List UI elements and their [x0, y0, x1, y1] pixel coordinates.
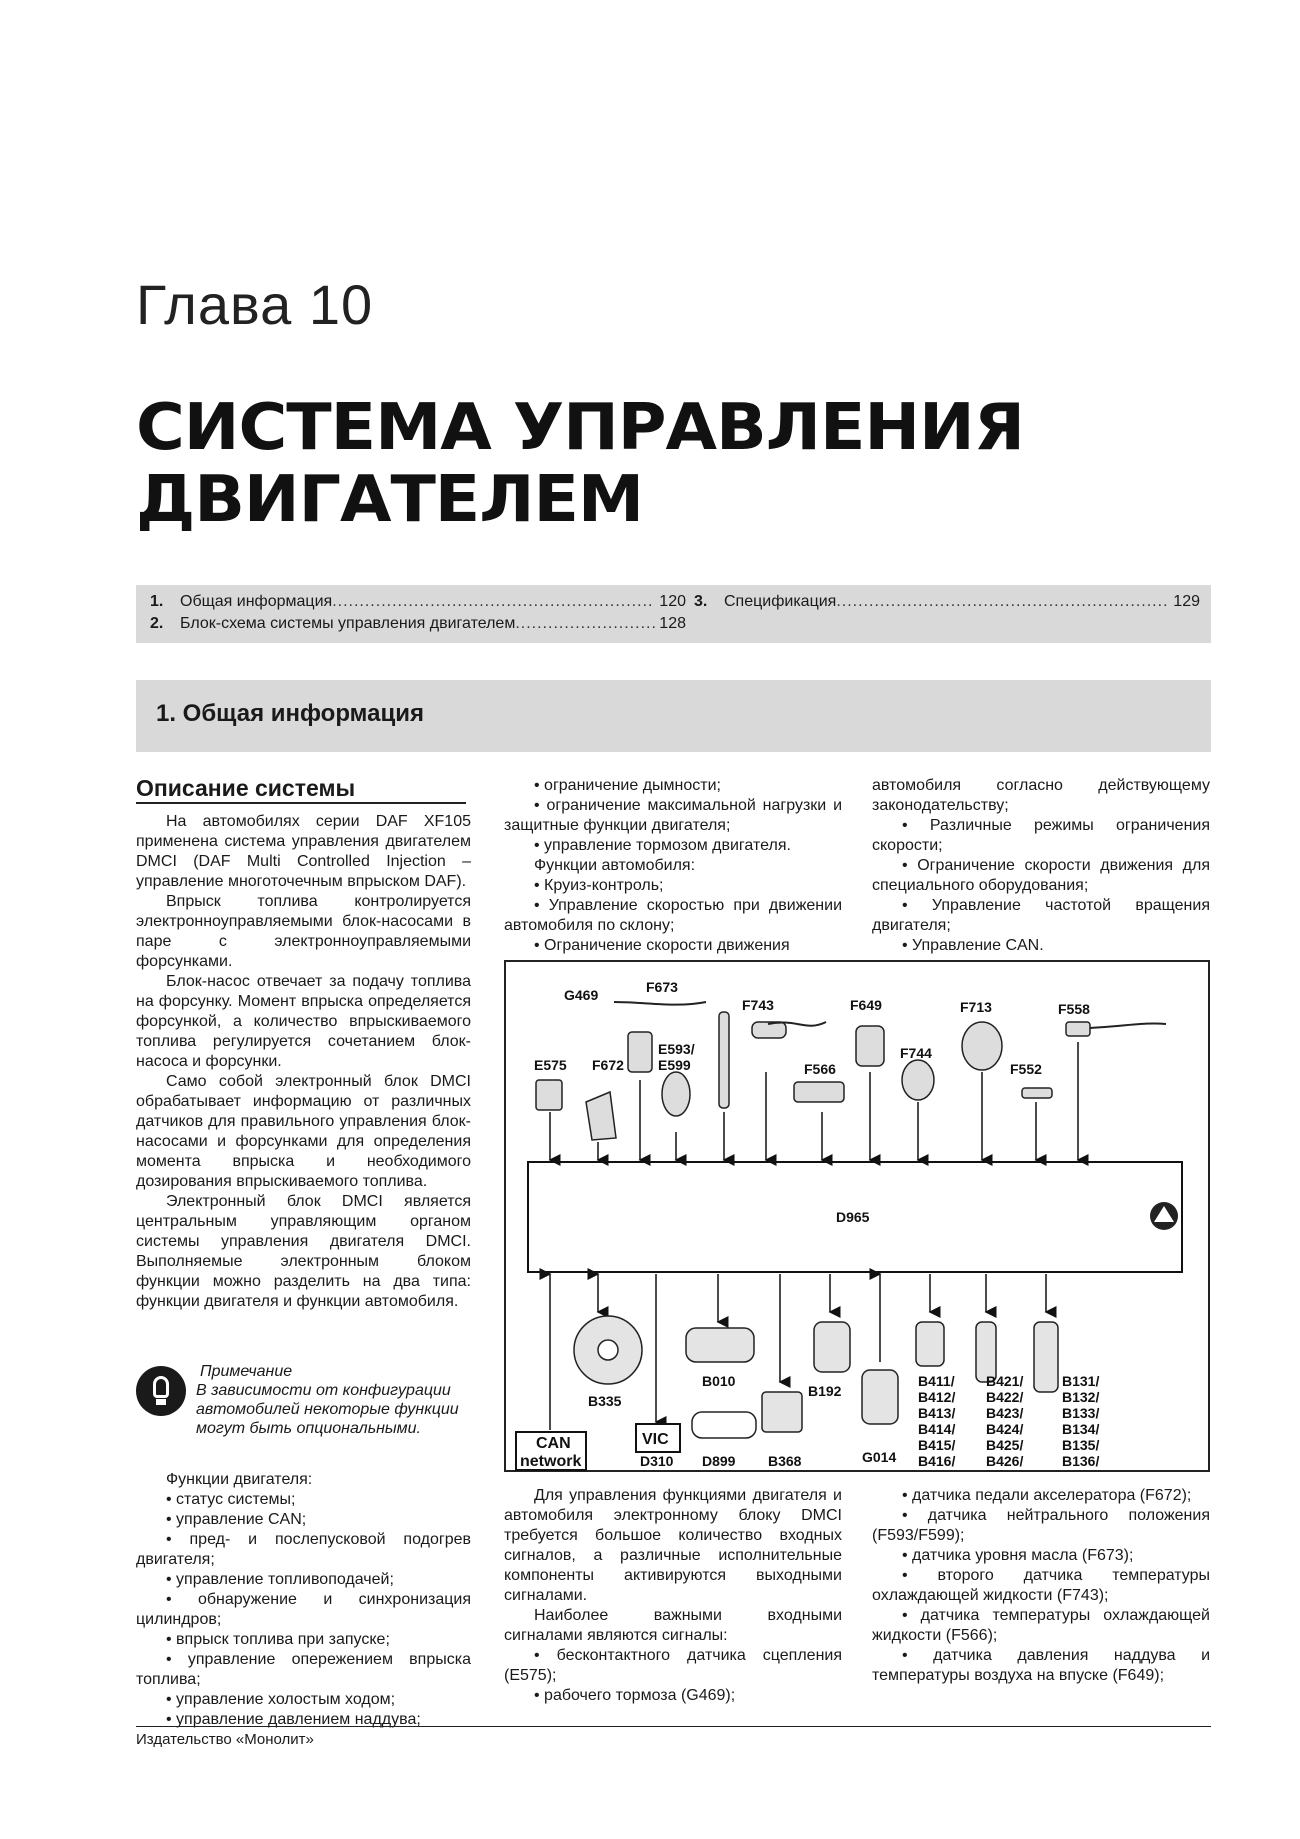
label-b010: B010	[702, 1373, 736, 1389]
chapter-label: Глава 10	[136, 273, 374, 336]
sensor-cable	[614, 1002, 706, 1005]
list-item: • датчика нейтрального положения (F593/F599);	[872, 1506, 1210, 1546]
label-b368: B368	[768, 1453, 802, 1469]
column-3-bottom	[872, 1486, 1210, 1686]
brake-switch-icon	[628, 1032, 652, 1072]
section-title: 1. Общая информация	[156, 700, 424, 727]
label-b132: B132/	[1062, 1389, 1100, 1405]
valve-b192-icon	[814, 1322, 850, 1372]
sensor-f558-icon	[1066, 1022, 1090, 1036]
label-d310: D310	[640, 1453, 674, 1469]
label-b192: B192	[808, 1383, 842, 1399]
label-f673: F673	[646, 979, 678, 995]
note-text: В зависимости от конфигурации автомобилей некоторые функции могут быть опциональными.	[196, 1382, 459, 1437]
oil-level-sensor-icon	[719, 1012, 729, 1108]
sensor-f552-icon	[1022, 1088, 1052, 1098]
list-title: Функции автомобиля:	[534, 857, 696, 874]
engine-functions	[136, 1470, 471, 1730]
list-item: • пред- и послепусковой подогрев двигателя;	[136, 1530, 471, 1570]
label-f713: F713	[960, 999, 992, 1015]
list-item: • датчика температуры охлаждающей жидкости (F566);	[872, 1606, 1210, 1646]
network-label: network	[520, 1453, 582, 1470]
label-b425: B425/	[986, 1437, 1024, 1453]
note	[196, 1362, 471, 1438]
list-item: • управление давлением наддува;	[136, 1710, 471, 1730]
label-f744: F744	[900, 1045, 932, 1061]
paragraph: Впрыск топлива контролируется электронноуправляемыми блок-насосами в паре с электронноуправляемыми форсунками.	[136, 893, 471, 970]
label-b424: B424/	[986, 1421, 1024, 1437]
daf-logo-icon	[1150, 1202, 1178, 1230]
label-f566: F566	[804, 1061, 836, 1077]
label-b423: B423/	[986, 1405, 1024, 1421]
paragraph: автомобиля согласно действующему законодательству;	[872, 777, 1210, 814]
label-b134: B134/	[1062, 1421, 1100, 1437]
toc-leader	[515, 615, 655, 633]
heading-rule	[136, 802, 466, 804]
paragraph: Блок-насос отвечает за подачу топлива на форсунку. Момент впрыска определяется форсункой, а количество впрыскиваемого топлива регулируется сочетанием блок-насоса и форсунки.	[136, 973, 471, 1070]
section-header	[136, 680, 1211, 752]
paragraph: Электронный блок DMCI является центральным управляющим органом системы управления двигателя DMCI. Выполняемые электронным блоком функции можно разделить на два типа: функции двигателя и функции автомобиля.	[136, 1193, 471, 1310]
label-f672: F672	[592, 1057, 624, 1073]
injector-b13x-icon	[1034, 1322, 1058, 1392]
toc-label: Общая информация	[180, 593, 333, 610]
label-b412: B412/	[918, 1389, 956, 1405]
label-b414: B414/	[918, 1421, 956, 1437]
paragraph: Само собой электронный блок DMCI обрабатывает информацию от различных датчиков для правильного управления блок-насосами и форсунками для определения момента впрыска и необходимого дозирования впрыскиваемого топлива.	[136, 1073, 471, 1190]
list-item: • управление CAN;	[136, 1510, 471, 1530]
label-b136: B136/	[1062, 1453, 1100, 1469]
list-item: • управление топливоподачей;	[136, 1570, 471, 1590]
diagram-svg	[506, 962, 1212, 1474]
toc-page: 128	[659, 615, 686, 632]
subsection-heading: Описание системы	[136, 775, 356, 801]
toc-page: 120	[659, 593, 686, 610]
list-item: • второго датчика температуры охлаждающей жидкости (F743);	[872, 1566, 1210, 1606]
boost-pressure-sensor-icon	[856, 1026, 884, 1066]
toc-number: 1.	[150, 593, 164, 610]
toc-number: 3.	[694, 593, 708, 610]
paragraph: Наиболее важными входными сигналами являются сигналы:	[504, 1607, 842, 1644]
label-b135: B135/	[1062, 1437, 1100, 1453]
toc-item[interactable]	[150, 615, 686, 633]
toc-number: 2.	[150, 615, 164, 632]
toc-leader	[332, 593, 655, 611]
starter-motor-icon	[686, 1328, 754, 1362]
clutch-sensor-icon	[536, 1080, 562, 1110]
paragraph: Для управления функциями двигателя и автомобиля электронному блоку DMCI требуется большое количество входных сигналов, а различные исполнительные компоненты активируются выходными сигналами.	[504, 1487, 842, 1604]
list-item: • Различные режимы ограничения скорости;	[872, 816, 1210, 856]
list-item: • Ограничение скорости движения	[504, 936, 842, 956]
list-item: • ограничение максимальной нагрузки и защитные функции двигателя;	[504, 796, 842, 836]
paragraph: На автомобилях серии DAF XF105 применена система управления двигателем DMCI (DAF Multi Controlled Injection – управление многоточечным впрыском DAF).	[136, 813, 471, 890]
label-b422: B422/	[986, 1389, 1024, 1405]
label-g014: G014	[862, 1449, 897, 1465]
toc-label: Блок-схема системы управления двигателем	[180, 615, 516, 632]
column-2-bottom	[504, 1486, 842, 1706]
list-item: • Ограничение скорости движения для специального оборудования;	[872, 856, 1210, 896]
list-item: • датчика давления наддува и температуры воздуха на впуске (F649);	[872, 1646, 1210, 1686]
label-b133: B133/	[1062, 1405, 1100, 1421]
sensor-g014-icon	[862, 1370, 898, 1424]
label-b415: B415/	[918, 1437, 956, 1453]
engine-control-diagram	[504, 960, 1210, 1472]
list-item: • обнаружение и синхронизация цилиндров;	[136, 1590, 471, 1630]
toc-leader	[836, 593, 1169, 611]
vic-label: VIC	[642, 1431, 669, 1448]
label-f743: F743	[742, 997, 774, 1013]
column-1	[136, 775, 471, 1312]
column-3-top	[872, 776, 1210, 956]
can-label: CAN	[536, 1435, 571, 1452]
lightbulb-icon	[136, 1366, 186, 1416]
note-title: Примечание	[200, 1363, 293, 1380]
list-item: • Управление CAN.	[872, 936, 1210, 956]
label-e593: E593/	[658, 1041, 695, 1057]
label-b426: B426/	[986, 1453, 1024, 1469]
fan-hub-icon	[598, 1340, 618, 1360]
list-item: • датчика уровня масла (F673);	[872, 1546, 1210, 1566]
unit-pump-icon	[916, 1322, 944, 1366]
toc-item[interactable]	[150, 593, 686, 611]
toc-item[interactable]	[694, 593, 1200, 611]
valve-b368-icon	[762, 1392, 802, 1432]
list-item: • Управление частотой вращения двигателя;	[872, 896, 1210, 936]
label-b411: B411/	[918, 1373, 955, 1389]
list-item: • бесконтактного датчика сцепления (E575);	[504, 1646, 842, 1686]
label-b131: B131/	[1062, 1373, 1100, 1389]
list-item: • датчика педали акселератора (F672);	[872, 1486, 1210, 1506]
column-2-top	[504, 776, 842, 956]
neutral-sensor-icon	[662, 1072, 690, 1116]
accelerator-pedal-icon	[586, 1092, 616, 1140]
list-item: • управление холостым ходом;	[136, 1690, 471, 1710]
list-item: • ограничение дымности;	[504, 776, 842, 796]
chapter-title: СИСТЕМА УПРАВЛЕНИЯ ДВИГАТЕЛЕМ	[136, 391, 1024, 537]
list-item: • впрыск топлива при запуске;	[136, 1630, 471, 1650]
label-b421: B421/	[986, 1373, 1024, 1389]
label-e599: E599	[658, 1057, 691, 1073]
label-f552: F552	[1010, 1061, 1042, 1077]
label-b416: B416/	[918, 1453, 956, 1469]
label-d899: D899	[702, 1453, 736, 1469]
list-title: Функции двигателя:	[166, 1471, 313, 1488]
list-item: • рабочего тормоза (G469);	[504, 1686, 842, 1706]
label-f649: F649	[850, 997, 882, 1013]
ecu-label: D965	[836, 1209, 870, 1225]
coolant-temp-sensor-icon	[794, 1082, 844, 1102]
list-item: • Круиз-контроль;	[504, 876, 842, 896]
label-g469: G469	[564, 987, 599, 1003]
table-of-contents	[136, 585, 1211, 643]
list-item: • статус системы;	[136, 1490, 471, 1510]
toc-page: 129	[1173, 593, 1200, 610]
list-item: • управление тормозом двигателя.	[504, 836, 842, 856]
list-item: • Управление скоростью при движении автомобиля по склону;	[504, 896, 842, 936]
publisher-footer: Издательство «Монолит»	[136, 1726, 1211, 1748]
list-item: • управление опережением впрыска топлива;	[136, 1650, 471, 1690]
dashboard-display-icon	[692, 1412, 756, 1438]
sensor-f744-icon	[902, 1060, 934, 1100]
toc-label: Спецификация	[724, 593, 837, 610]
label-f558: F558	[1058, 1001, 1090, 1017]
label-e575: E575	[534, 1057, 567, 1073]
label-b335: B335	[588, 1393, 622, 1409]
label-b413: B413/	[918, 1405, 956, 1421]
sensor-cable	[1090, 1023, 1166, 1028]
sensor-f713-icon	[962, 1022, 1002, 1070]
